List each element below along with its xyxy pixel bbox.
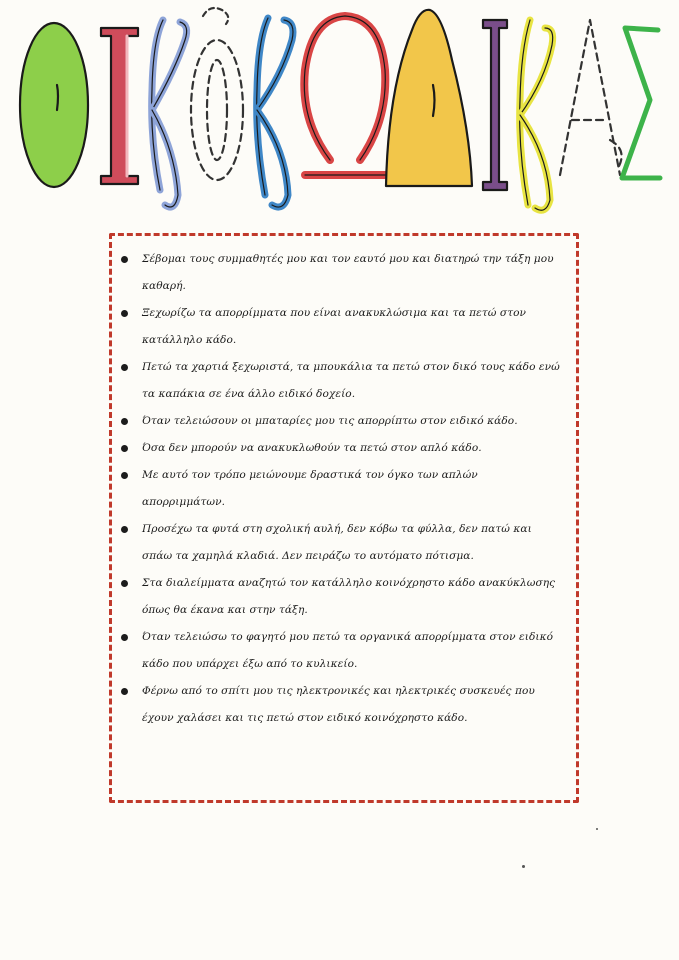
list-item: [112, 408, 576, 435]
list-item: [112, 570, 576, 624]
bullet-icon: [121, 526, 128, 533]
rule-text: Όσα δεν μπορούν να ανακυκλωθούν τα πετώ στον απλό κάδο.: [142, 442, 482, 454]
title-letter-kappa-2: [257, 18, 293, 207]
rule-text: Όταν τελειώσουν οι μπαταρίες μου τις απορρίπτω στον ειδικό κάδο.: [142, 415, 518, 427]
title-letter-kappa-3: [520, 20, 553, 210]
bullet-icon: [121, 472, 128, 479]
rule-text: Φέρνω από το σπίτι μου τις ηλεκτρονικές και ηλεκτρικές συσκευές που έχουν χαλάσει και τις πετώ στον ειδικό κοινόχρηστο κάδο.: [142, 685, 535, 724]
rule-text: Σέβομαι τους συμμαθητές μου και τον εαυτό μου και διατηρώ την τάξη μου καθαρή.: [142, 253, 554, 292]
list-item: [112, 678, 576, 732]
list-item: [112, 435, 576, 462]
title-letter-sigma: [622, 28, 660, 178]
title-letter-omicron-2: [191, 8, 243, 180]
bullet-icon: [121, 418, 128, 425]
rule-text: Στα διαλείμματα αναζητώ τον κατάλληλο κοινόχρηστο κάδο ανακύκλωσης όπως θα έκανα και στην τάξη.: [142, 577, 556, 616]
list-item: [112, 300, 576, 354]
bullet-icon: [121, 634, 128, 641]
list-item: [112, 624, 576, 678]
bullet-icon: [121, 580, 128, 587]
scan-speck: [522, 865, 525, 868]
rule-text: Όταν τελειώσω το φαγητό μου πετώ τα οργανικά απορρίμματα στον ειδικό κάδο που υπάρχει έξω από το κυλικείο.: [142, 631, 554, 670]
bullet-icon: [121, 256, 128, 263]
title-letter-kappa-1: [152, 20, 187, 207]
rule-text: Ξεχωρίζω τα απορρίμματα που είναι ανακυκλώσιμα και τα πετώ στον κατάλληλο κάδο.: [142, 307, 527, 346]
scan-speck: [596, 828, 598, 830]
title-letter-iota-1: [101, 28, 138, 184]
list-item: [112, 246, 576, 300]
list-item: [112, 462, 576, 516]
bullet-icon: [121, 688, 128, 695]
title-letter-iota-2: [483, 20, 507, 190]
rules-list: [112, 246, 576, 732]
title-letter-delta: [386, 10, 472, 186]
bullet-icon: [121, 445, 128, 452]
title-letter-omicron-1: [20, 23, 88, 187]
list-item: [112, 516, 576, 570]
list-item: [112, 354, 576, 408]
title-letter-alpha: [560, 20, 622, 175]
rules-box: [109, 233, 579, 803]
title-letter-omega: [304, 16, 385, 175]
rule-text: Με αυτό τον τρόπο μειώνουμε δραστικά τον όγκο των απλών απορριμμάτων.: [142, 469, 478, 508]
rule-text: Προσέχω τα φυτά στη σχολική αυλή, δεν κόβω τα φύλλα, δεν πατώ και σπάω τα χαμηλά κλαδιά. Δεν πειράζω το αυτόματο πότισμα.: [142, 523, 532, 562]
rule-text: Πετώ τα χαρτιά ξεχωριστά, τα μπουκάλια τα πετώ στον δικό τους κάδο ενώ τα καπάκια σε ένα άλλο ειδικό δοχείο.: [142, 361, 560, 400]
title-lettering: [0, 0, 679, 225]
bullet-icon: [121, 310, 128, 317]
bullet-icon: [121, 364, 128, 371]
